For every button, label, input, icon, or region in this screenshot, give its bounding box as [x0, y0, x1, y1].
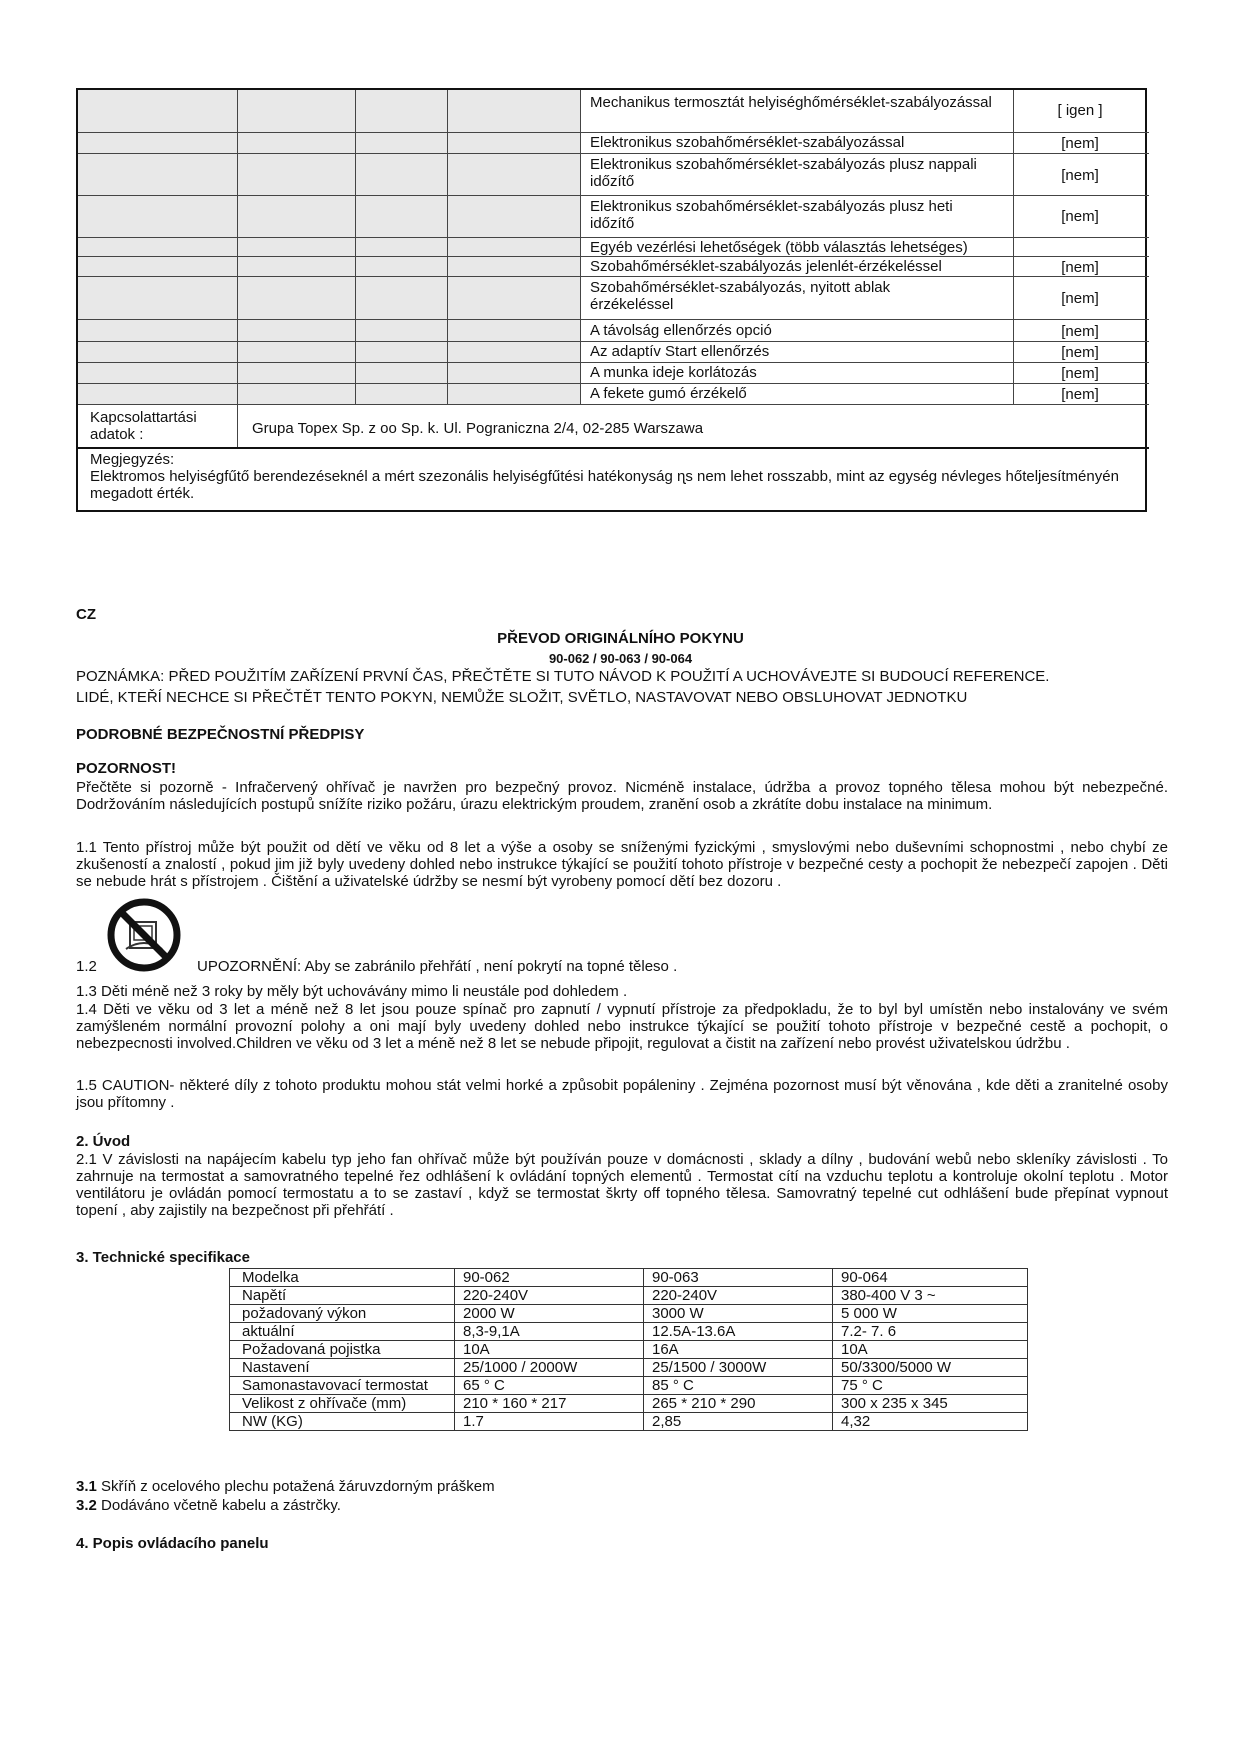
paragraph-1-3: 1.3 Děti méně než 3 roky by měly být uchovávány mimo li neustále pod dohledem . [76, 983, 628, 1000]
spec-cell: požadovaný výkon [230, 1305, 455, 1323]
hu-row-value: [nem] [1061, 365, 1099, 382]
paragraph-1-1: 1.1 Tento přístroj může být použit od dětí ve věku od 8 let a výše a osoby se sníženými fyzickými , smyslovými nebo duševními schopnostmi , nebo chybí ze zkušeností a znalostí , pokud jim již byly uvedeny dohled nebo instrukce týkající se použití tohoto přístroje v bezpečné cesty a pochopit že nebezpečí zapojen . Děti se nebude hrát s přístrojem . Čištění a uživatelské údržby se nesmí být vyrobeny pomocí dětí bez dozoru . [76, 839, 1168, 890]
hu-row-value: [ igen ] [1057, 102, 1103, 119]
spec-cell: 8,3-9,1A [455, 1323, 644, 1341]
intro-text: 2.1 V závislosti na napájecím kabelu typ jeho fan ohřívač může být používán pouze v domácnosti , sklady a dílny , budování webů nebo skleníky závislosti . To zahrnuje na termostat a samovratného tepelné řez odhlášení k ovládání topných elementů . Termostat cítí na vzduchu teplotu a kontroluje okolní teplotu . Motor ventilátoru je ovládán pomocí termostatu a to se zastaví , když se termostat škrty off topného tělesa. Samovratný tepelné cut odhlášení bude přepínat vypnout topení , aby zajistily na bezpečnost při přehřátí . [76, 1151, 1168, 1219]
hu-row-value: [nem] [1061, 208, 1099, 225]
spec-note-3-2-text: Dodáváno včetně kabelu a zástrčky. [96, 1497, 341, 1514]
table-row [230, 1341, 1028, 1359]
spec-cell: 12.5A-13.6A [644, 1323, 833, 1341]
doc-title: PŘEVOD ORIGINÁLNÍHO POKYNU [497, 630, 744, 647]
hu-row-label: Egyéb vezérlési lehetőségek (több választás lehetséges) [590, 239, 968, 256]
spec-cell: 210 * 160 * 217 [455, 1395, 644, 1413]
spec-cell: 265 * 210 * 290 [644, 1395, 833, 1413]
spec-cell: 90-063 [644, 1269, 833, 1287]
warning-text: Přečtěte si pozorně - Infračervený ohřívač je navržen pro bezpečný provoz. Nicméně instalace, údržba a provoz topného tělesa mohou být nebezpečné. Dodržováním následujících postupů snížíte riziko požáru, úrazu elektrickým proudem, zranění osob a zkrátíte dobu instalace na minimum. [76, 779, 1168, 813]
spec-note-3-2-number: 3.2 [76, 1497, 97, 1514]
spec-cell: 4,32 [833, 1413, 1028, 1431]
paragraph-1-2-text: UPOZORNĚNÍ: Aby se zabránilo přehřátí , není pokrytí na topné těleso . [197, 958, 678, 975]
spec-cell: 300 x 235 x 345 [833, 1395, 1028, 1413]
spec-cell: 90-062 [455, 1269, 644, 1287]
lang-code: CZ [76, 606, 96, 623]
table-row [230, 1323, 1028, 1341]
spec-note-3-1 [76, 1478, 1168, 1495]
hu-row-label: Elektronikus szobahőmérséklet-szabályozással [590, 134, 905, 151]
hu-row-label: Mechanikus termosztát helyiséghőmérséklet-szabályozással [590, 94, 992, 111]
spec-cell: 16A [644, 1341, 833, 1359]
spec-cell: 2000 W [455, 1305, 644, 1323]
note-label: Megjegyzés: [90, 451, 175, 468]
spec-cell: Samonastavovací termostat [230, 1377, 455, 1395]
hu-row-label: Az adaptív Start ellenőrzés [590, 343, 770, 360]
hu-row-label: Elektronikus szobahőmérséklet-szabályozás plusz nappali időzítő [590, 156, 977, 190]
table-row [230, 1269, 1028, 1287]
spec-cell: Modelka [230, 1269, 455, 1287]
note-line-2: LIDÉ, KTEŘÍ NECHCE SI PŘEČTĚT TENTO POKYN, NEMŮŽE SLOŽIT, SVĚTLO, NASTAVOVAT NEBO OBSLUHOVAT JEDNOTKU [76, 689, 968, 706]
table-row [230, 1305, 1028, 1323]
spec-cell: 1.7 [455, 1413, 644, 1431]
hu-row-value: [nem] [1061, 386, 1099, 403]
spec-cell: Požadovaná pojistka [230, 1341, 455, 1359]
spec-cell: 75 ° C [833, 1377, 1028, 1395]
spec-note-3-1-text: Skříň z ocelového plechu potažená žáruvzdorným práškem [96, 1478, 495, 1495]
hu-row-value: [nem] [1061, 259, 1099, 276]
spec-cell: 50/3300/5000 W [833, 1359, 1028, 1377]
spec-heading: 3. Technické specifikace [76, 1249, 250, 1266]
spec-cell: 3000 W [644, 1305, 833, 1323]
spec-cell: 90-064 [833, 1269, 1028, 1287]
note-line-1: POZNÁMKA: PŘED POUŽITÍM ZAŘÍZENÍ PRVNÍ ČAS, PŘEČTĚTE SI TUTO NÁVOD K POUŽITÍ A UCHOVÁVEJTE SI BUDOUCÍ REFERENCE. [76, 668, 1050, 685]
warning-heading: POZORNOST! [76, 760, 176, 777]
table-row [230, 1287, 1028, 1305]
empty-cell-area [78, 90, 580, 404]
paragraph-1-4: 1.4 Děti ve věku od 3 let a méně než 8 let jsou pouze spínač pro zapnutí / vypnutí přístroje za předpokladu, že to byl byl umístěn nebo instalovány ve svém zamýšleném normální provozní polohy a oni mají byly uvedeny dohled nebo instrukce týkající se použití tohoto přístroje v bezpečné cestě a pochopit, o nebezpecnosti involved.Children ve věku od 3 let a méně než 8 let se nebude připojit, regulovat a čistit na zařízení nebo provést uživatelskou údržbu . [76, 1001, 1168, 1052]
table-row [230, 1359, 1028, 1377]
spec-cell: 7.2- 7. 6 [833, 1323, 1028, 1341]
intro-heading: 2. Úvod [76, 1133, 131, 1150]
spec-note-3-2 [76, 1497, 1168, 1514]
hu-row-value: [nem] [1061, 323, 1099, 340]
contact-value: Grupa Topex Sp. z oo Sp. k. Ul. Pograniczna 2/4, 02-285 Warszawa [252, 420, 704, 437]
hu-row-value: [nem] [1061, 344, 1099, 361]
spec-cell: 2,85 [644, 1413, 833, 1431]
spec-cell: 10A [833, 1341, 1028, 1359]
spec-cell: NW (KG) [230, 1413, 455, 1431]
table-row [230, 1413, 1028, 1431]
hu-row-label: A munka ideje korlátozás [590, 364, 757, 381]
model-numbers: 90-062 / 90-063 / 90-064 [548, 651, 693, 666]
hu-row-label: Szobahőmérséklet-szabályozás jelenlét-érzékeléssel [590, 258, 942, 275]
hu-row-label: A távolság ellenőrzés opció [590, 322, 772, 339]
hu-row-label: A fekete gumó érzékelő [590, 385, 747, 402]
spec-cell: 220-240V [644, 1287, 833, 1305]
no-cover-icon [106, 897, 182, 973]
note-text: Elektromos helyiségfűtő berendezéseknél a mért szezonális helyiségfűtési hatékonyság ɳs nem lehet rosszabb, mint az egység névleges hőteljesítményén megadott érték. [90, 468, 1119, 502]
spec-cell: 25/1000 / 2000W [455, 1359, 644, 1377]
safety-heading: PODROBNÉ BEZPEČNOSTNÍ PŘEDPISY [76, 726, 365, 743]
hu-row-value: [nem] [1061, 135, 1099, 152]
table-row [230, 1377, 1028, 1395]
contact-label: Kapcsolattartási adatok : [90, 409, 197, 443]
panel-heading: 4. Popis ovládacího panelu [76, 1535, 269, 1552]
hu-row-label: Szobahőmérséklet-szabályozás, nyitott ablak érzékeléssel [590, 279, 891, 313]
spec-cell: Nastavení [230, 1359, 455, 1377]
spec-cell: aktuální [230, 1323, 455, 1341]
spec-cell: 380-400 V 3 ~ [833, 1287, 1028, 1305]
spec-cell: 85 ° C [644, 1377, 833, 1395]
spec-cell: Velikost z ohřívače (mm) [230, 1395, 455, 1413]
spec-note-3-1-number: 3.1 [76, 1478, 97, 1495]
spec-table [229, 1268, 1028, 1431]
hu-row-label: Elektronikus szobahőmérséklet-szabályozás plusz heti időzítő [590, 198, 953, 232]
hu-row-value: [nem] [1061, 290, 1099, 307]
table-row [230, 1395, 1028, 1413]
paragraph-1-2-number: 1.2 [76, 958, 97, 975]
hu-row-value: [nem] [1061, 167, 1099, 184]
hu-spec-table [76, 88, 1147, 512]
spec-cell: Napětí [230, 1287, 455, 1305]
spec-cell: 220-240V [455, 1287, 644, 1305]
spec-cell: 25/1500 / 3000W [644, 1359, 833, 1377]
spec-cell: 65 ° C [455, 1377, 644, 1395]
paragraph-1-5: 1.5 CAUTION- některé díly z tohoto produktu mohou stát velmi horké a způsobit popáleniny . Zejména pozornost musí být věnována , kde děti a zranitelné osoby jsou přítomny . [76, 1077, 1168, 1111]
spec-cell: 5 000 W [833, 1305, 1028, 1323]
spec-cell: 10A [455, 1341, 644, 1359]
